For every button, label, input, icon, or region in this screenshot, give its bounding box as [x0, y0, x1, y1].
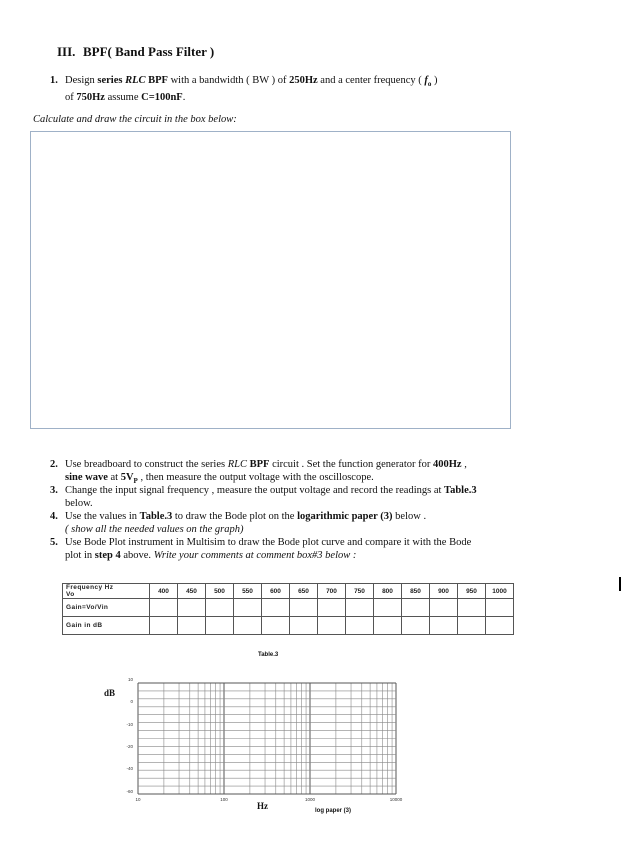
step-number: 2.: [50, 459, 58, 470]
text-run: 5V: [120, 472, 134, 483]
text-run: with a bandwidth ( BW ) of: [167, 75, 290, 86]
frequency-cell: 1000: [486, 584, 514, 599]
item-number: 1.: [50, 75, 58, 86]
x-tick-label: 100: [220, 797, 228, 802]
text-run: circuit . Set the function generator for: [269, 459, 434, 470]
y-tick-label: 10: [127, 677, 133, 682]
text-run: Use Bode Plot instrument in Multisim to draw the Bode plot curve and compare it with the Bode plot in: [65, 537, 472, 561]
text-run: sine wave: [65, 472, 108, 483]
y-tick-label: -10: [126, 722, 133, 727]
frequency-cell: 700: [318, 584, 346, 599]
text-run: at: [107, 472, 121, 483]
section-heading: BPF( Band Pass Filter ): [83, 44, 215, 59]
y-axis-label: dB: [104, 688, 116, 698]
y-tick-label: -60: [126, 789, 133, 794]
text-run: RLC: [125, 75, 146, 86]
y-tick-label: 0: [130, 699, 133, 704]
text-run: f: [421, 75, 428, 86]
x-axis-label: Hz: [257, 801, 268, 811]
text-run: to draw the Bode plot on the: [172, 511, 298, 522]
text-run: ( show all the needed values on the graph): [65, 524, 244, 535]
y-tick-label: -40: [126, 766, 133, 771]
x-tick-labels: [135, 797, 402, 802]
step-number: 5.: [50, 537, 58, 548]
text-run: above.: [120, 550, 154, 561]
step-number: 4.: [50, 511, 58, 522]
text-run: 400Hz: [433, 459, 462, 470]
text-run: 250Hz: [289, 75, 318, 86]
text-run: P: [133, 477, 138, 486]
text-run: o: [427, 80, 432, 89]
gain-ratio-header: Gain=Vo/Vin: [63, 599, 150, 617]
table-caption: Table.3: [258, 652, 279, 658]
frequency-cell: 450: [178, 584, 206, 599]
y-tick-label: -20: [126, 744, 133, 749]
text-run: Table.3: [139, 511, 173, 522]
x-tick-label: 10000: [389, 797, 403, 802]
log-paper-caption: log paper (3): [315, 808, 352, 814]
frequency-cell: 550: [234, 584, 262, 599]
text-run: Design: [65, 75, 98, 86]
y-tick-labels: [126, 677, 133, 794]
frequency-cell: 650: [290, 584, 318, 599]
text-run: below.: [65, 498, 93, 509]
frequency-cell: 600: [262, 584, 290, 599]
text-run: and a center frequency (: [317, 75, 422, 86]
frequency-cell: 750: [346, 584, 374, 599]
text-run: of: [65, 92, 77, 104]
text-run: C=100nF: [141, 92, 183, 104]
frequency-cell: 800: [374, 584, 402, 599]
frequency-cell: 900: [430, 584, 458, 599]
frequency-cell: 400: [150, 584, 178, 599]
x-tick-label: 1000: [304, 797, 316, 802]
text-run: Change the input signal frequency , measure the output voltage and record the readings at: [65, 485, 445, 496]
vo-header: Vo: [66, 591, 75, 598]
text-run: RLC: [227, 459, 247, 470]
text-run: assume: [104, 92, 142, 104]
text-run: step 4: [94, 550, 121, 561]
step-number: 3.: [50, 485, 58, 496]
text-run: ,: [461, 459, 467, 470]
x-tick-label: 10: [135, 797, 141, 802]
log-grid: [138, 683, 396, 794]
text-run: BPF: [246, 459, 270, 470]
text-run: Write your comments at comment box#3 below :: [153, 550, 357, 561]
text-run: series: [97, 75, 126, 86]
text-run: BPF: [145, 75, 168, 86]
text-run: 750Hz: [76, 92, 105, 104]
frequency-cell: 850: [402, 584, 430, 599]
text-run: .: [182, 92, 186, 104]
frequency-cell: 500: [206, 584, 234, 599]
text-run: logarithmic paper (3): [297, 511, 393, 522]
text-run: below .: [392, 511, 427, 522]
text-run: Table.3: [444, 485, 477, 496]
gain-db-header: Gain in dB: [63, 617, 150, 635]
text-run: , then measure the output voltage with the oscilloscope.: [137, 472, 374, 483]
text-run: ): [431, 75, 438, 86]
instruction-text: Calculate and draw the circuit in the box below:: [33, 114, 237, 125]
frequency-cell: 950: [458, 584, 486, 599]
section-number: III.: [57, 44, 76, 59]
text-run: Use the values in: [65, 511, 140, 522]
text-run: Use breadboard to construct the series: [65, 459, 228, 470]
frequency-header: Frequency Hz: [66, 584, 114, 591]
